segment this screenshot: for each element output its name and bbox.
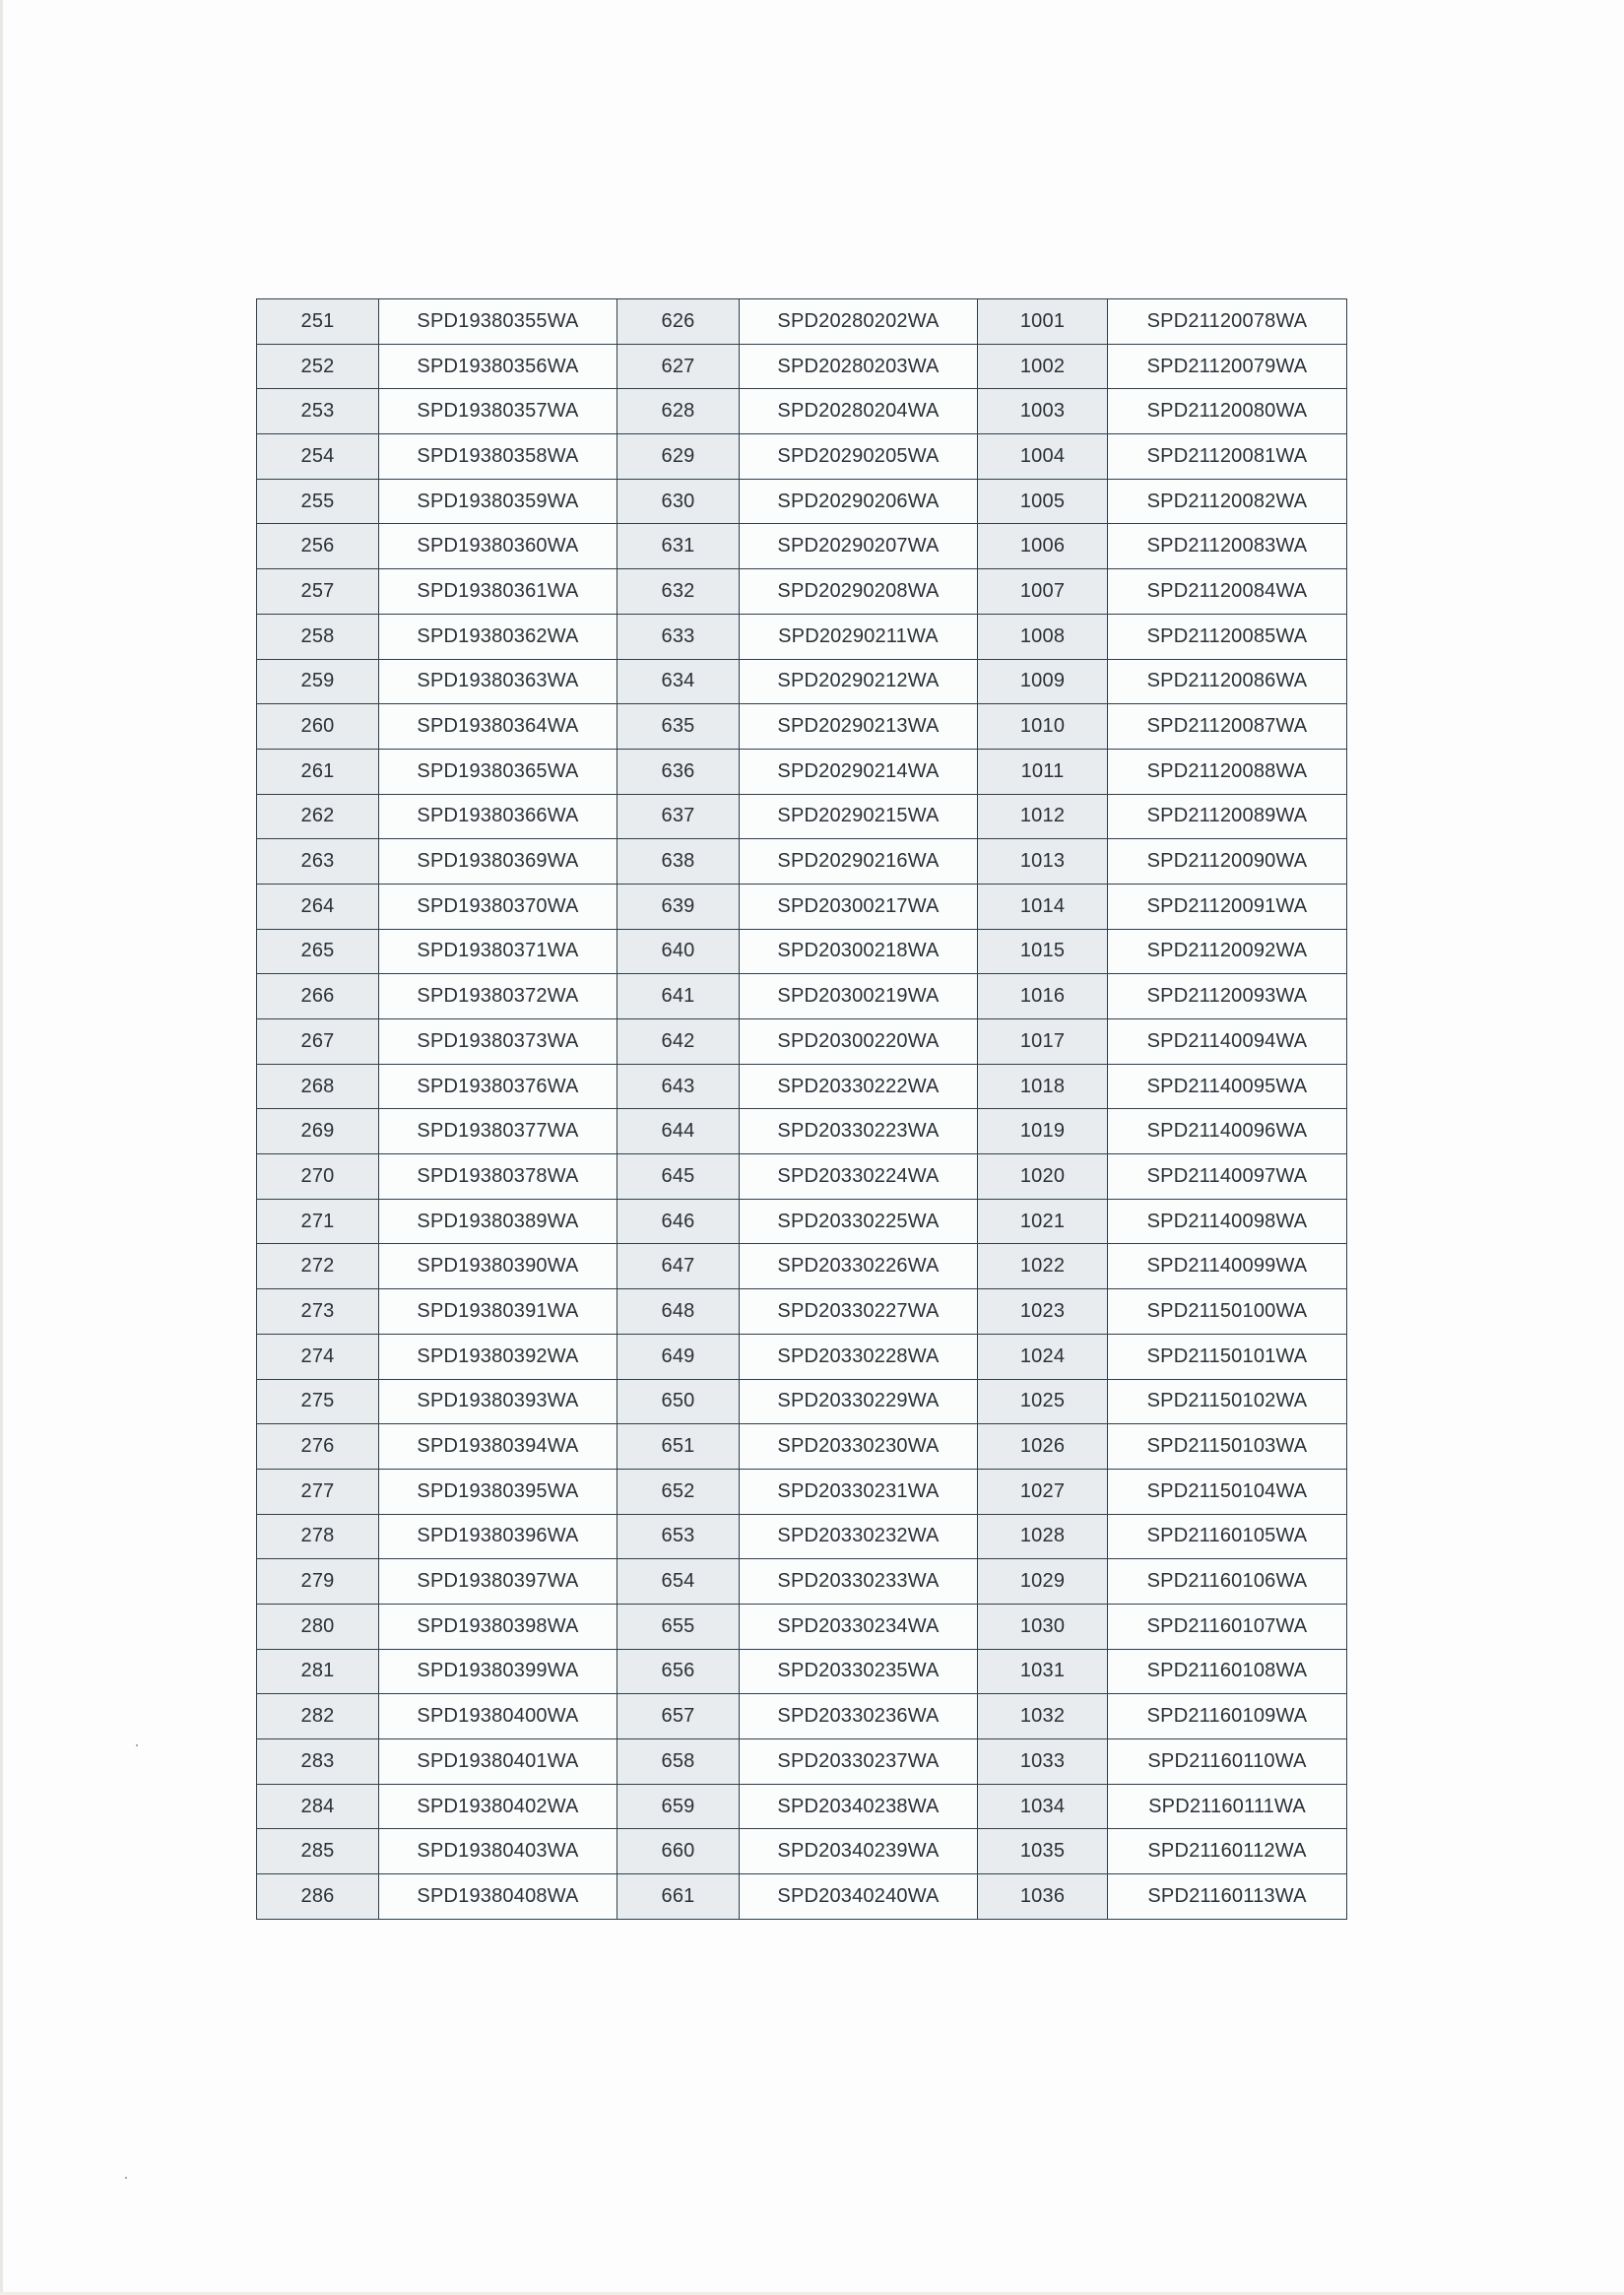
code-b-cell: SPD20330222WA: [740, 1064, 978, 1109]
code-a-cell: SPD19380401WA: [379, 1739, 617, 1785]
table-row: [257, 569, 1347, 615]
table-row: [257, 1739, 1347, 1785]
row-number-a-cell: 252: [257, 344, 379, 389]
code-c-cell: SPD21140095WA: [1108, 1064, 1347, 1109]
table-row: [257, 1559, 1347, 1605]
code-c-cell: SPD21160105WA: [1108, 1514, 1347, 1559]
row-number-a-cell: 267: [257, 1019, 379, 1065]
table-row: [257, 1109, 1347, 1154]
table-row: [257, 1289, 1347, 1335]
row-number-a-cell: 263: [257, 839, 379, 885]
row-number-a-cell: 283: [257, 1739, 379, 1785]
row-number-b-cell: 635: [617, 704, 740, 750]
code-b-cell: SPD20300217WA: [740, 884, 978, 929]
code-b-cell: SPD20330224WA: [740, 1154, 978, 1200]
code-c-cell: SPD21150104WA: [1108, 1469, 1347, 1514]
table-body: [257, 299, 1347, 1920]
row-number-c-cell: 1023: [978, 1289, 1108, 1335]
code-a-cell: SPD19380355WA: [379, 299, 617, 345]
row-number-a-cell: 257: [257, 569, 379, 615]
row-number-a-cell: 276: [257, 1424, 379, 1470]
code-c-cell: SPD21120085WA: [1108, 614, 1347, 659]
row-number-c-cell: 1020: [978, 1154, 1108, 1200]
code-a-cell: SPD19380398WA: [379, 1604, 617, 1649]
table-row: [257, 839, 1347, 885]
row-number-b-cell: 651: [617, 1424, 740, 1470]
code-a-cell: SPD19380395WA: [379, 1469, 617, 1514]
row-number-b-cell: 642: [617, 1019, 740, 1065]
table-row: [257, 1199, 1347, 1244]
row-number-b-cell: 655: [617, 1604, 740, 1649]
row-number-a-cell: 278: [257, 1514, 379, 1559]
row-number-b-cell: 626: [617, 299, 740, 345]
code-b-cell: SPD20280202WA: [740, 299, 978, 345]
table-row: [257, 1424, 1347, 1470]
code-a-cell: SPD19380360WA: [379, 524, 617, 569]
code-c-cell: SPD21120080WA: [1108, 389, 1347, 434]
code-b-cell: SPD20300220WA: [740, 1019, 978, 1065]
row-number-a-cell: 282: [257, 1694, 379, 1739]
code-c-cell: SPD21160107WA: [1108, 1604, 1347, 1649]
code-b-cell: SPD20340240WA: [740, 1874, 978, 1920]
code-c-cell: SPD21140096WA: [1108, 1109, 1347, 1154]
row-number-c-cell: 1022: [978, 1244, 1108, 1289]
row-number-c-cell: 1006: [978, 524, 1108, 569]
code-c-cell: SPD21150102WA: [1108, 1379, 1347, 1424]
row-number-a-cell: 261: [257, 749, 379, 794]
code-c-cell: SPD21160108WA: [1108, 1649, 1347, 1694]
table-row: [257, 1514, 1347, 1559]
row-number-c-cell: 1028: [978, 1514, 1108, 1559]
table-row: [257, 794, 1347, 839]
row-number-a-cell: 268: [257, 1064, 379, 1109]
row-number-b-cell: 650: [617, 1379, 740, 1424]
row-number-a-cell: 253: [257, 389, 379, 434]
row-number-c-cell: 1007: [978, 569, 1108, 615]
code-c-cell: SPD21120086WA: [1108, 659, 1347, 704]
code-b-cell: SPD20330228WA: [740, 1334, 978, 1379]
code-a-cell: SPD19380357WA: [379, 389, 617, 434]
row-number-c-cell: 1018: [978, 1064, 1108, 1109]
code-c-cell: SPD21140094WA: [1108, 1019, 1347, 1065]
row-number-b-cell: 633: [617, 614, 740, 659]
row-number-c-cell: 1008: [978, 614, 1108, 659]
code-b-cell: SPD20330236WA: [740, 1694, 978, 1739]
row-number-b-cell: 660: [617, 1829, 740, 1874]
row-number-c-cell: 1005: [978, 479, 1108, 524]
row-number-c-cell: 1032: [978, 1694, 1108, 1739]
code-b-cell: SPD20330231WA: [740, 1469, 978, 1514]
row-number-c-cell: 1013: [978, 839, 1108, 885]
code-a-cell: SPD19380361WA: [379, 569, 617, 615]
table-row: [257, 1154, 1347, 1200]
row-number-b-cell: 632: [617, 569, 740, 615]
table-row: [257, 1244, 1347, 1289]
row-number-c-cell: 1010: [978, 704, 1108, 750]
row-number-c-cell: 1011: [978, 749, 1108, 794]
row-number-b-cell: 657: [617, 1694, 740, 1739]
code-c-cell: SPD21120087WA: [1108, 704, 1347, 750]
row-number-c-cell: 1034: [978, 1784, 1108, 1829]
row-number-c-cell: 1036: [978, 1874, 1108, 1920]
code-b-cell: SPD20290205WA: [740, 434, 978, 480]
table-row: [257, 434, 1347, 480]
code-b-cell: SPD20290213WA: [740, 704, 978, 750]
row-number-b-cell: 630: [617, 479, 740, 524]
row-number-a-cell: 274: [257, 1334, 379, 1379]
code-a-cell: SPD19380366WA: [379, 794, 617, 839]
code-a-cell: SPD19380396WA: [379, 1514, 617, 1559]
code-b-cell: SPD20330223WA: [740, 1109, 978, 1154]
row-number-c-cell: 1015: [978, 929, 1108, 974]
row-number-b-cell: 661: [617, 1874, 740, 1920]
code-c-cell: SPD21120079WA: [1108, 344, 1347, 389]
code-b-cell: SPD20290215WA: [740, 794, 978, 839]
table-row: [257, 929, 1347, 974]
row-number-a-cell: 251: [257, 299, 379, 345]
row-number-a-cell: 270: [257, 1154, 379, 1200]
row-number-c-cell: 1031: [978, 1649, 1108, 1694]
row-number-b-cell: 636: [617, 749, 740, 794]
code-b-cell: SPD20290212WA: [740, 659, 978, 704]
table-row: [257, 1649, 1347, 1694]
row-number-b-cell: 659: [617, 1784, 740, 1829]
row-number-b-cell: 653: [617, 1514, 740, 1559]
scan-edge-left: [0, 0, 3, 2295]
table-row: [257, 1379, 1347, 1424]
code-b-cell: SPD20280203WA: [740, 344, 978, 389]
code-a-cell: SPD19380394WA: [379, 1424, 617, 1470]
row-number-a-cell: 285: [257, 1829, 379, 1874]
row-number-a-cell: 273: [257, 1289, 379, 1335]
row-number-b-cell: 631: [617, 524, 740, 569]
row-number-a-cell: 256: [257, 524, 379, 569]
row-number-b-cell: 645: [617, 1154, 740, 1200]
table-row: [257, 614, 1347, 659]
code-a-cell: SPD19380400WA: [379, 1694, 617, 1739]
code-a-cell: SPD19380390WA: [379, 1244, 617, 1289]
code-b-cell: SPD20290208WA: [740, 569, 978, 615]
code-b-cell: SPD20290207WA: [740, 524, 978, 569]
row-number-b-cell: 656: [617, 1649, 740, 1694]
table-row: [257, 479, 1347, 524]
row-number-b-cell: 647: [617, 1244, 740, 1289]
code-c-cell: SPD21150103WA: [1108, 1424, 1347, 1470]
code-a-cell: SPD19380399WA: [379, 1649, 617, 1694]
code-b-cell: SPD20300218WA: [740, 929, 978, 974]
row-number-a-cell: 271: [257, 1199, 379, 1244]
row-number-a-cell: 265: [257, 929, 379, 974]
code-c-cell: SPD21140098WA: [1108, 1199, 1347, 1244]
table-row: [257, 299, 1347, 345]
code-b-cell: SPD20330233WA: [740, 1559, 978, 1605]
row-number-b-cell: 634: [617, 659, 740, 704]
row-number-c-cell: 1024: [978, 1334, 1108, 1379]
code-a-cell: SPD19380397WA: [379, 1559, 617, 1605]
row-number-b-cell: 646: [617, 1199, 740, 1244]
code-a-cell: SPD19380378WA: [379, 1154, 617, 1200]
code-c-cell: SPD21120078WA: [1108, 299, 1347, 345]
row-number-c-cell: 1012: [978, 794, 1108, 839]
code-a-cell: SPD19380356WA: [379, 344, 617, 389]
row-number-a-cell: 269: [257, 1109, 379, 1154]
row-number-b-cell: 639: [617, 884, 740, 929]
row-number-a-cell: 279: [257, 1559, 379, 1605]
code-b-cell: SPD20290214WA: [740, 749, 978, 794]
code-a-cell: SPD19380359WA: [379, 479, 617, 524]
row-number-a-cell: 286: [257, 1874, 379, 1920]
code-a-cell: SPD19380403WA: [379, 1829, 617, 1874]
code-a-cell: SPD19380389WA: [379, 1199, 617, 1244]
row-number-c-cell: 1019: [978, 1109, 1108, 1154]
code-a-cell: SPD19380364WA: [379, 704, 617, 750]
table-row: [257, 524, 1347, 569]
code-b-cell: SPD20290216WA: [740, 839, 978, 885]
code-b-cell: SPD20340238WA: [740, 1784, 978, 1829]
row-number-c-cell: 1009: [978, 659, 1108, 704]
row-number-b-cell: 628: [617, 389, 740, 434]
table-row: [257, 1784, 1347, 1829]
row-number-b-cell: 652: [617, 1469, 740, 1514]
code-c-cell: SPD21160113WA: [1108, 1874, 1347, 1920]
table-row: [257, 704, 1347, 750]
table-row: [257, 1604, 1347, 1649]
row-number-c-cell: 1001: [978, 299, 1108, 345]
table-row: [257, 1874, 1347, 1920]
code-b-cell: SPD20330226WA: [740, 1244, 978, 1289]
row-number-a-cell: 262: [257, 794, 379, 839]
row-number-b-cell: 654: [617, 1559, 740, 1605]
code-c-cell: SPD21120089WA: [1108, 794, 1347, 839]
row-number-b-cell: 629: [617, 434, 740, 480]
table-row: [257, 1064, 1347, 1109]
row-number-b-cell: 627: [617, 344, 740, 389]
table-row: [257, 1829, 1347, 1874]
row-number-a-cell: 259: [257, 659, 379, 704]
row-number-c-cell: 1026: [978, 1424, 1108, 1470]
row-number-a-cell: 281: [257, 1649, 379, 1694]
row-number-c-cell: 1004: [978, 434, 1108, 480]
row-number-b-cell: 643: [617, 1064, 740, 1109]
row-number-c-cell: 1029: [978, 1559, 1108, 1605]
code-c-cell: SPD21120093WA: [1108, 974, 1347, 1019]
code-a-cell: SPD19380370WA: [379, 884, 617, 929]
serial-number-table: [256, 298, 1347, 1920]
code-a-cell: SPD19380402WA: [379, 1784, 617, 1829]
row-number-c-cell: 1033: [978, 1739, 1108, 1785]
table-row: [257, 1469, 1347, 1514]
table-row: [257, 344, 1347, 389]
row-number-b-cell: 644: [617, 1109, 740, 1154]
code-b-cell: SPD20330225WA: [740, 1199, 978, 1244]
code-c-cell: SPD21160106WA: [1108, 1559, 1347, 1605]
row-number-b-cell: 638: [617, 839, 740, 885]
code-b-cell: SPD20280204WA: [740, 389, 978, 434]
table-row: [257, 659, 1347, 704]
table-row: [257, 1334, 1347, 1379]
row-number-a-cell: 255: [257, 479, 379, 524]
code-b-cell: SPD20330237WA: [740, 1739, 978, 1785]
code-a-cell: SPD19380358WA: [379, 434, 617, 480]
code-a-cell: SPD19380372WA: [379, 974, 617, 1019]
code-b-cell: SPD20290211WA: [740, 614, 978, 659]
table-row: [257, 884, 1347, 929]
code-c-cell: SPD21140099WA: [1108, 1244, 1347, 1289]
row-number-a-cell: 266: [257, 974, 379, 1019]
code-a-cell: SPD19380363WA: [379, 659, 617, 704]
code-a-cell: SPD19380371WA: [379, 929, 617, 974]
code-a-cell: SPD19380393WA: [379, 1379, 617, 1424]
code-b-cell: SPD20300219WA: [740, 974, 978, 1019]
row-number-b-cell: 640: [617, 929, 740, 974]
code-a-cell: SPD19380362WA: [379, 614, 617, 659]
row-number-b-cell: 637: [617, 794, 740, 839]
row-number-a-cell: 258: [257, 614, 379, 659]
code-c-cell: SPD21120083WA: [1108, 524, 1347, 569]
row-number-b-cell: 658: [617, 1739, 740, 1785]
code-a-cell: SPD19380408WA: [379, 1874, 617, 1920]
code-b-cell: SPD20330232WA: [740, 1514, 978, 1559]
code-c-cell: SPD21150101WA: [1108, 1334, 1347, 1379]
code-b-cell: SPD20330235WA: [740, 1649, 978, 1694]
code-b-cell: SPD20330234WA: [740, 1604, 978, 1649]
code-c-cell: SPD21120088WA: [1108, 749, 1347, 794]
code-c-cell: SPD21160109WA: [1108, 1694, 1347, 1739]
row-number-a-cell: 275: [257, 1379, 379, 1424]
row-number-a-cell: 284: [257, 1784, 379, 1829]
row-number-c-cell: 1035: [978, 1829, 1108, 1874]
code-c-cell: SPD21120082WA: [1108, 479, 1347, 524]
row-number-c-cell: 1017: [978, 1019, 1108, 1065]
table-row: [257, 1019, 1347, 1065]
row-number-a-cell: 272: [257, 1244, 379, 1289]
code-b-cell: SPD20330227WA: [740, 1289, 978, 1335]
code-a-cell: SPD19380392WA: [379, 1334, 617, 1379]
code-c-cell: SPD21140097WA: [1108, 1154, 1347, 1200]
code-c-cell: SPD21160110WA: [1108, 1739, 1347, 1785]
code-b-cell: SPD20290206WA: [740, 479, 978, 524]
code-b-cell: SPD20330229WA: [740, 1379, 978, 1424]
code-a-cell: SPD19380373WA: [379, 1019, 617, 1065]
code-c-cell: SPD21120090WA: [1108, 839, 1347, 885]
code-a-cell: SPD19380369WA: [379, 839, 617, 885]
code-a-cell: SPD19380376WA: [379, 1064, 617, 1109]
code-c-cell: SPD21160112WA: [1108, 1829, 1347, 1874]
code-c-cell: SPD21120092WA: [1108, 929, 1347, 974]
code-c-cell: SPD21120091WA: [1108, 884, 1347, 929]
scan-speck: [136, 1744, 138, 1746]
row-number-c-cell: 1002: [978, 344, 1108, 389]
row-number-c-cell: 1027: [978, 1469, 1108, 1514]
row-number-a-cell: 277: [257, 1469, 379, 1514]
row-number-b-cell: 641: [617, 974, 740, 1019]
code-a-cell: SPD19380377WA: [379, 1109, 617, 1154]
row-number-b-cell: 649: [617, 1334, 740, 1379]
row-number-c-cell: 1021: [978, 1199, 1108, 1244]
code-b-cell: SPD20340239WA: [740, 1829, 978, 1874]
table-row: [257, 389, 1347, 434]
code-a-cell: SPD19380391WA: [379, 1289, 617, 1335]
row-number-a-cell: 264: [257, 884, 379, 929]
code-c-cell: SPD21160111WA: [1108, 1784, 1347, 1829]
row-number-a-cell: 260: [257, 704, 379, 750]
table-row: [257, 974, 1347, 1019]
row-number-c-cell: 1014: [978, 884, 1108, 929]
code-c-cell: SPD21150100WA: [1108, 1289, 1347, 1335]
code-b-cell: SPD20330230WA: [740, 1424, 978, 1470]
table-row: [257, 749, 1347, 794]
row-number-a-cell: 254: [257, 434, 379, 480]
code-c-cell: SPD21120084WA: [1108, 569, 1347, 615]
code-a-cell: SPD19380365WA: [379, 749, 617, 794]
row-number-c-cell: 1016: [978, 974, 1108, 1019]
row-number-c-cell: 1030: [978, 1604, 1108, 1649]
row-number-b-cell: 648: [617, 1289, 740, 1335]
table-row: [257, 1694, 1347, 1739]
row-number-a-cell: 280: [257, 1604, 379, 1649]
code-c-cell: SPD21120081WA: [1108, 434, 1347, 480]
row-number-c-cell: 1025: [978, 1379, 1108, 1424]
row-number-c-cell: 1003: [978, 389, 1108, 434]
scan-speck: [125, 2177, 127, 2179]
